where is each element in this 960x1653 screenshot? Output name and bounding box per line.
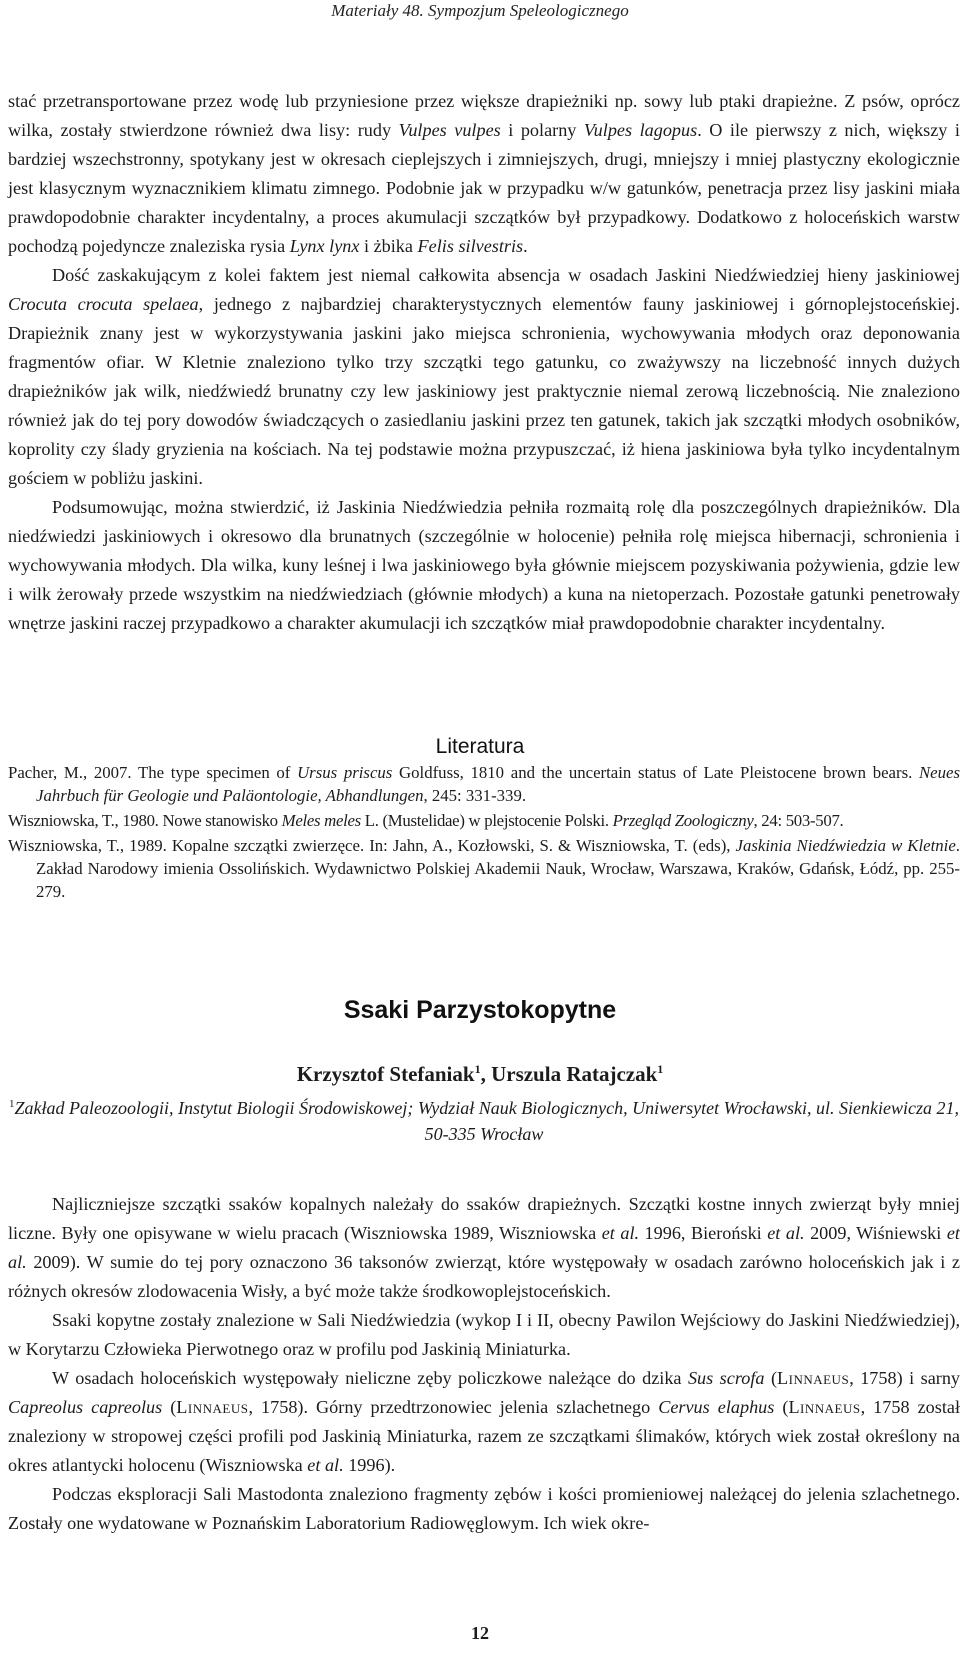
reference-item: Wiszniowska, T., 1989. Kopalne szczątki zwierzęce. In: Jahn, A., Kozłowski, S. & Wiszniowska, T. (eds), Jaskinia Niedźwiedzia w Kletnie. Zakład Narodowy imienia Ossolińskich. Wydawnictwo Polskiej Akademii Nauk, Wrocław, Warszawa, Kraków, Gdańsk, Łódź, pp. 255-279. [8, 836, 960, 901]
literatura-heading: Literatura [435, 735, 525, 758]
references-list [8, 761, 960, 905]
species-name: Lynx lynx [289, 236, 360, 256]
paragraph-hyena: Dość zaskakującym z kolei faktem jest niemal całkowita absencja w osadach Jaskini Niedźwiedziej hieny jaskiniowej Crocuta crocuta spelaea, jednego z najbardziej charakterystycznych elementów fauny jaskiniowej i górnoplejstoceńskiej. Drapieżnik znany jest w wykorzystywania jaskini jako miejsca schronienia, wychowywania młodych oraz deponowania fragmentów ofiar. W Kletnie znaleziono tylko trzy szczątki tego gatunku, co zważywszy na liczebność innych dużych drapieżników jak wilk, niedźwiedź brunatny czy lew jaskiniowy jest praktycznie niemal zerową liczebnością. Nie znaleziono również jak do tej pory dowodów świadczących o zasiedlaniu jaskini przez ten gatunek, takich jak szczątki młodych osobników, koprolity czy ślady gryzienia na kościach. Na tej podstawie można przypuszczać, iż hiena jaskiniowa była tylko incydentalnym gościem w pobliżu jaskini. [8, 265, 960, 488]
reference-item: Pacher, M., 2007. The type specimen of Ursus priscus Goldfuss, 1810 and the uncertain status of Late Pleistocene brown bears. Neues Jahrbuch für Geologie und Paläontologie, Abhandlungen, 245: 331-339. [8, 763, 960, 805]
paragraph-foxes: stać przetransportowane przez wodę lub przyniesione przez większe drapieżniki np. sowy lub ptaki drapieżne. Z psów, oprócz wilka, zostały stwierdzone również dwa lisy: rudy Vulpes vulpes i polarny Vulpes lagopus. O ile pierwszy z nich, większy i bardziej wszechstronny, spotykany jest w okresach cieplejszych i zimniejszych, drugi, mniejszy i mniej plastyczny ekologicznie jest klasycznym wyznacznikiem klimatu zimnego. Podobnie jak w przypadku w/w gatunków, penetracja przez lisy jaskini miała prawdopodobnie charakter incydentalny, a proces akumulacji szczątków był przypadkowy. Dodatkowo z holoceńskich warstw pochodzą pojedyncze znaleziska rysia Lynx lynx i żbika Felis silvestris. [8, 91, 960, 256]
reference-item: Wiszniowska, T., 1980. Nowe stanowisko Meles meles L. (Mustelidae) w plejstocenie Polski. Przegląd Zoologiczny, 24: 503-507. [8, 811, 844, 830]
page-number: 12 [471, 1623, 489, 1643]
species-name: Vulpes lagopus [583, 120, 698, 140]
body-text-top [8, 87, 960, 638]
species-name: Felis silvestris [417, 236, 524, 256]
article-title: Ssaki Parzystokopytne [343, 996, 617, 1024]
article-authors: Krzysztof Stefaniak$^1$, Urszula Ratajczak$^1$ [296, 1062, 664, 1086]
paragraph-summary: Podsumowując, można stwierdzić, iż Jaskinia Niedźwiedzia pełniła rozmaitą rolę dla poszczególnych drapieżników. Dla niedźwiedzi jaskiniowych i okresowo dla brunatnych (szczególnie w holocenie) pełniła rolę miejsca hibernacji, schronienia i wychowywania młodych. Dla wilka, kuny leśnej i lwa jaskiniowego była głównie miejscem pozyskiwania pożywienia, gdzie lew i wilk żerowały przede wszystkim na niedźwiedziach (głównie młodych) a kuna na nietoperzach. Pozostałe gatunki penetrowały wnętrze jaskini raczej przypadkowo a charakter akumulacji ich szczątków miał prawdopodobnie charakter incydentalny. [8, 497, 960, 633]
body-text-bottom [8, 1190, 960, 1538]
paragraph-intro: Najliczniejsze szczątki ssaków kopalnych należały do ssaków drapieżnych. Szczątki kostne innych zwierząt były mniej liczne. Były one opisywane w wielu pracach (Wiszniowska 1989, Wiszniowska et al. 1996, Bieroński et al. 2009, Wiśniewski et al. 2009). W sumie do tej pory oznaczono 36 taksonów zwierząt, które występowały w osadach zarówno holoceńskich jak i z różnych okresów zlodowacenia Wisły, a być może także środkowoplejstoceńskich. [8, 1194, 960, 1301]
paragraph-mastodon-hall: Podczas eksploracji Sali Mastodonta znaleziono fragmenty zębów i kości promieniowej należącej do jelenia szlachetnego. Zostały one wydatowane w Poznańskim Laboratorium Radiowęglowym. Ich wiek okre- [8, 1484, 960, 1533]
affiliation: $^1$Zakład Paleozoologii, Instytut Biologii Środowiskowej; Wydział Nauk Biologicznych, Uniwersytet Wrocławski, ul. Sienkiewicza 21, 50-335 Wrocław [9, 1098, 959, 1144]
species-name: Crocuta crocuta spelaea [8, 294, 199, 314]
paragraph-locations: Ssaki kopytne zostały znalezione w Sali Niedźwiedzia (wykop I i II, obecny Pawilon Wejściowy do Jaskini Niedźwiedziej), w Korytarzu Człowieka Pierwotnego oraz w profilu pod Jaskinią Miniaturka. [8, 1310, 960, 1359]
running-head: Materiały 48. Sympozjum Speleologicznego [331, 1, 629, 20]
paragraph-holocene: W osadach holoceńskich występowały nieliczne zęby policzkowe należące do dzika Sus scrofa (Linnaeus, 1758) i sarny Capreolus capreolus (Linnaeus, 1758). Górny przedtrzonowiec jelenia szlachetnego Cervus elaphus (Linnaeus, 1758 został znaleziony w stropowej części profili pod Jaskinią Miniaturka, razem ze szczątkami ślimaków, których wiek został określony na okres atlantycki holocenu (Wiszniowska et al. 1996). [8, 1368, 960, 1475]
species-name: Vulpes vulpes [398, 120, 501, 140]
